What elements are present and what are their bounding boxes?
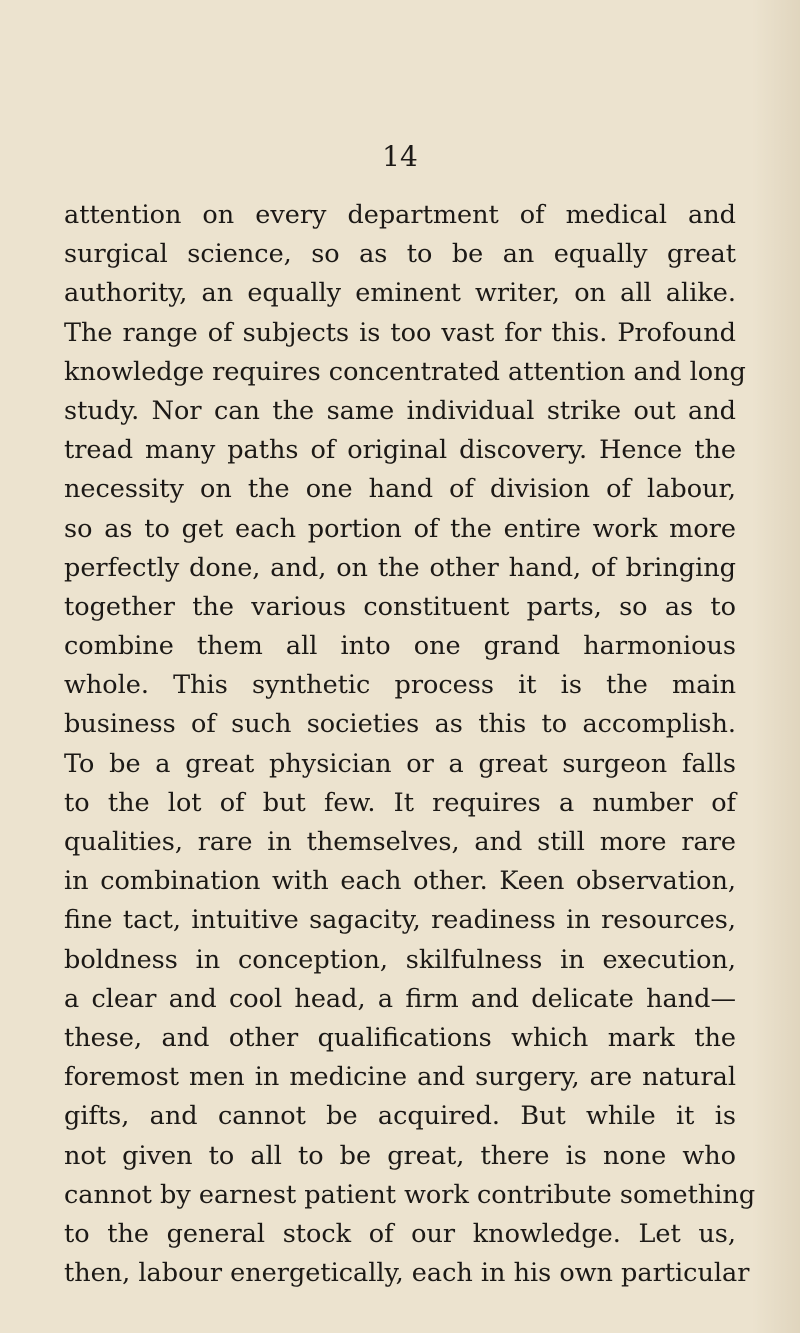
- text-line: to the lot of but few. It requires a number of: [64, 787, 736, 818]
- text-line: knowledge requires concentrated attention and long: [64, 356, 746, 387]
- text-line: attention on every department of medical and: [64, 200, 736, 230]
- text-line: to the general stock of our knowledge. Let us,: [64, 1218, 736, 1249]
- text-line: together the various constituent parts, so as to: [64, 591, 736, 622]
- text-line: authority, an equally eminent writer, on all alike.: [64, 278, 736, 309]
- text-line: qualities, rare in themselves, and still more rare: [64, 827, 736, 857]
- text-line: in combination with each other. Keen observation,: [64, 866, 736, 897]
- text-line: so as to get each portion of the entire work more: [64, 513, 736, 544]
- text-line: To be a great physician or a great surgeon falls: [64, 748, 736, 779]
- text-line: study. Nor can the same individual strike out and: [64, 395, 736, 426]
- page-number: 14: [382, 140, 418, 173]
- text-line: tread many paths of original discovery. Hence the: [64, 435, 736, 466]
- text-line: cannot by earnest patient work contribute something: [64, 1179, 756, 1210]
- text-line: fine tact, intuitive sagacity, readiness in resources,: [64, 905, 736, 936]
- text-line: The range of subjects is too vast for this. Profound: [64, 317, 736, 348]
- text-line: surgical science, so as to be an equally great: [64, 239, 736, 270]
- text-line: combine them all into one grand harmonious: [64, 631, 736, 662]
- text-line: perfectly done, and, on the other hand, of bringing: [64, 552, 736, 583]
- body-text: [64, 196, 756, 1293]
- text-line: foremost men in medicine and surgery, are natural: [64, 1062, 736, 1093]
- text-line: boldness in conception, skilfulness in execution,: [64, 944, 736, 975]
- text-line: necessity on the one hand of division of labour,: [64, 474, 736, 505]
- text-line: a clear and cool head, a firm and delicate hand—: [64, 983, 736, 1014]
- text-line: then, labour energetically, each in his own particular: [64, 1258, 750, 1289]
- text-line: not given to all to be great, there is none who: [64, 1140, 736, 1171]
- text-line: business of such societies as this to accomplish.: [64, 709, 736, 740]
- text-line: gifts, and cannot be acquired. But while it is: [64, 1101, 736, 1132]
- text-line: whole. This synthetic process it is the main: [64, 670, 736, 701]
- text-line: these, and other qualifications which mark the: [64, 1022, 736, 1053]
